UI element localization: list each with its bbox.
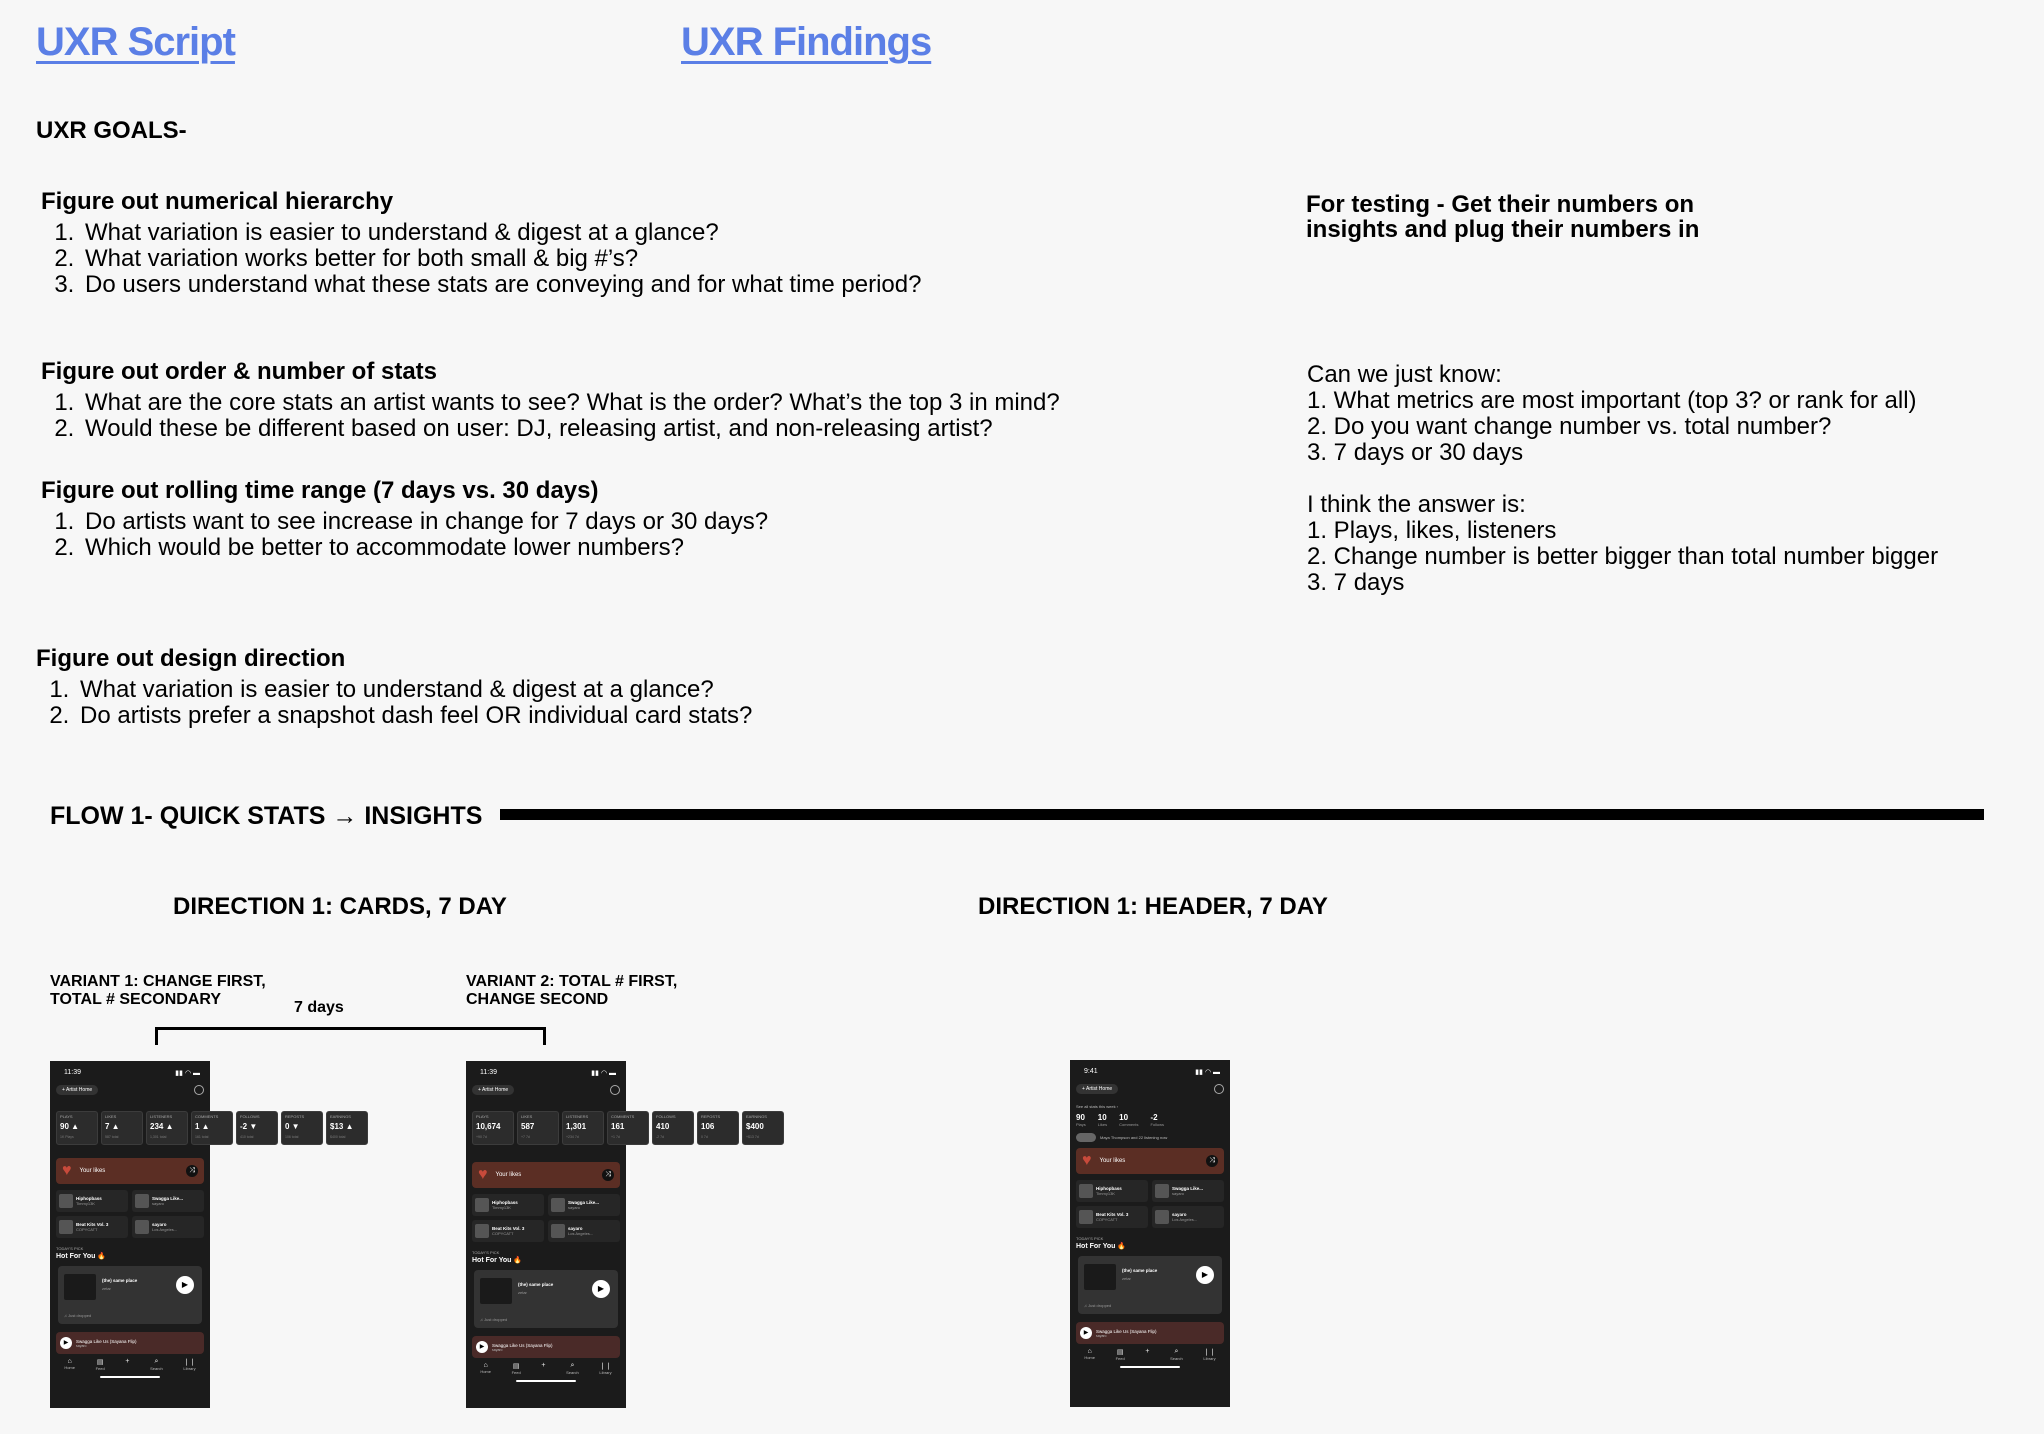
nav-search[interactable] — [1170, 1348, 1183, 1361]
play-icon[interactable]: ▶ — [592, 1280, 610, 1298]
question-list — [41, 509, 1141, 561]
library-tile[interactable] — [56, 1190, 128, 1212]
track-title: (the) same place — [102, 1278, 138, 1283]
phone-variant-2 — [466, 1061, 767, 1408]
library-tile[interactable] — [132, 1190, 204, 1212]
now-playing-artist: sayaro — [76, 1343, 87, 1348]
feed-icon: ▤ — [512, 1363, 520, 1370]
stat-card[interactable] — [236, 1111, 278, 1145]
stat-value: 106 — [701, 1122, 715, 1131]
bottom-nav — [466, 1358, 626, 1375]
nav-label: Search — [150, 1366, 163, 1371]
library-icon: ❘❘ — [1203, 1349, 1216, 1356]
note-line: 2. Do you want change number vs. total number? — [1307, 413, 1832, 440]
stat-label: LISTENERS — [566, 1114, 589, 1119]
note-line: 3. 7 days — [1307, 569, 1405, 596]
tile-title: Beat Kits Vol. 3 — [1096, 1212, 1129, 1217]
status-time: 11:39 — [64, 1069, 81, 1076]
now-playing-title: Swagga Like Us (Sayana Flip) — [1096, 1328, 1157, 1334]
home-icon: ⌂ — [483, 1362, 488, 1369]
your-likes-label: Your likes — [495, 1172, 522, 1178]
testing-note — [1306, 192, 1699, 242]
stat-label: COMMENTS — [195, 1114, 219, 1119]
nav-label: Search — [566, 1370, 579, 1375]
tile-sub: Los Angeles... — [152, 1227, 178, 1232]
heart-icon: ♥ — [62, 1162, 72, 1179]
header-stat — [1119, 1113, 1138, 1127]
direction-header-title: DIRECTION 1: HEADER, 7 DAY — [978, 893, 1328, 920]
stat-card[interactable] — [191, 1111, 233, 1145]
stat-label: EARNINGS — [746, 1114, 767, 1119]
todays-pick-label: TODAY'S PICK — [1076, 1236, 1104, 1241]
now-playing-title: Swagga Like Us (Sayana Flip) — [76, 1338, 137, 1344]
stat-value: $400 — [746, 1122, 764, 1131]
library-tile[interactable] — [548, 1194, 620, 1216]
tile-sub: COPYCATT — [1096, 1217, 1118, 1222]
tile-title: Swagga Like... — [1172, 1186, 1204, 1191]
todays-pick-label: TODAY'S PICK — [472, 1250, 500, 1255]
status-bar — [50, 1061, 210, 1077]
track-card[interactable] — [474, 1270, 618, 1328]
stat-sub: 410 total — [240, 1135, 254, 1139]
stat-sub: 106 total — [285, 1135, 299, 1139]
track-title: (the) same place — [518, 1282, 554, 1287]
artwork-thumb — [135, 1194, 149, 1208]
findings-note — [1307, 362, 1938, 596]
list-item: 2. Which would be better to accommodate lower numbers? — [81, 535, 1141, 561]
stat-value: 161 — [611, 1122, 625, 1131]
nav-feed[interactable] — [512, 1362, 521, 1375]
play-icon[interactable]: ▶ — [1196, 1266, 1214, 1284]
stat-value: 1 ▲ — [195, 1122, 210, 1131]
track-artist: zetar — [1122, 1276, 1131, 1281]
stat-sub: 587 total — [105, 1135, 119, 1139]
stat-value: 587 — [521, 1122, 535, 1131]
list-item: 2. What variation works better for both small & big #’s? — [81, 246, 1141, 272]
search-icon: ⌕ — [154, 1358, 159, 1365]
note-line: 2. Change number is better bigger than total number bigger — [1307, 543, 1939, 570]
stat-value: -2 ▼ — [240, 1122, 258, 1131]
section-title: Figure out numerical hierarchy — [41, 188, 394, 215]
tile-title: Hiphopbass — [1096, 1186, 1122, 1191]
bottom-nav — [1070, 1344, 1230, 1361]
home-indicator — [516, 1380, 576, 1382]
nav-feed[interactable] — [96, 1358, 105, 1371]
library-tile[interactable] — [472, 1220, 544, 1242]
artwork-thumb — [551, 1198, 565, 1212]
stat-sub: +234 7d — [566, 1135, 579, 1139]
chat-icon[interactable] — [194, 1085, 204, 1095]
nav-add[interactable] — [1145, 1348, 1149, 1361]
stat-sub: +$13 7d — [746, 1135, 759, 1139]
library-tile[interactable] — [472, 1194, 544, 1216]
mini-player[interactable] — [1076, 1322, 1224, 1344]
stat-card[interactable] — [742, 1111, 784, 1145]
todays-pick-label: TODAY'S PICK — [56, 1246, 84, 1251]
uxr-findings-link[interactable]: UXR Findings — [681, 20, 932, 64]
status-time: 11:39 — [480, 1069, 497, 1076]
mini-player[interactable] — [472, 1336, 620, 1358]
feed-icon: ▤ — [96, 1359, 104, 1366]
mini-player[interactable] — [56, 1332, 204, 1354]
plus-icon: + — [541, 1362, 546, 1369]
stat-value: 234 ▲ — [150, 1122, 174, 1131]
note-line: Can we just know: — [1307, 361, 1502, 388]
status-icons: ▮▮ ◠ ▬ — [1195, 1069, 1220, 1076]
shuffle-icon[interactable]: ⤨ — [1206, 1155, 1218, 1167]
stat-card[interactable] — [56, 1111, 98, 1145]
tile-sub: Timmy13K — [1096, 1191, 1115, 1196]
stat-label: Comments — [1119, 1122, 1139, 1127]
nav-search[interactable] — [150, 1358, 163, 1371]
nav-label: Search — [1170, 1356, 1183, 1361]
nav-label: Feed — [95, 1366, 105, 1371]
section-title: Figure out order & number of stats — [41, 358, 438, 385]
track-title: (the) same place — [1122, 1268, 1158, 1273]
nav-label: Feed — [1115, 1356, 1125, 1361]
stat-label: COMMENTS — [611, 1114, 635, 1119]
stat-sub: 0 7d — [701, 1135, 708, 1139]
shuffle-icon[interactable]: ⤨ — [186, 1165, 198, 1177]
stat-card[interactable] — [472, 1111, 514, 1145]
tile-sub: COPYCATT — [492, 1231, 514, 1236]
stat-label: REPOSTS — [701, 1114, 721, 1119]
tile-title: Swagga Like... — [152, 1196, 184, 1201]
stat-card[interactable] — [517, 1111, 559, 1145]
artwork-thumb — [1155, 1184, 1169, 1198]
note-line: I think the answer is: — [1307, 491, 1526, 518]
stat-card[interactable] — [652, 1111, 694, 1145]
play-icon[interactable]: ▶ — [1080, 1327, 1092, 1339]
nav-label: Home — [480, 1369, 491, 1374]
track-artwork — [480, 1278, 512, 1304]
tile-sub: sayaro — [1172, 1191, 1185, 1196]
list-item: 3. Do users understand what these stats are conveying and for what time period? — [81, 272, 1141, 298]
play-icon[interactable]: ▶ — [176, 1276, 194, 1294]
stat-label: Plays — [1076, 1122, 1086, 1127]
library-tile[interactable] — [1076, 1206, 1148, 1228]
goals-heading: UXR GOALS- — [36, 117, 187, 144]
seven-day-bracket — [155, 1027, 546, 1045]
goal-section-order — [41, 358, 1241, 442]
heart-icon: ♥ — [1082, 1152, 1092, 1169]
play-icon[interactable]: ▶ — [476, 1341, 488, 1353]
tile-sub: Los Angeles... — [1172, 1217, 1198, 1222]
stat-sub: 161 total — [195, 1135, 209, 1139]
list-item: 1. Do artists want to see increase in change for 7 days or 30 days? — [81, 509, 1141, 535]
library-tile[interactable] — [1152, 1180, 1224, 1202]
tile-sub: Los Angeles... — [568, 1231, 594, 1236]
stat-value: 1,301 — [566, 1122, 587, 1131]
goal-section-design — [36, 645, 1136, 729]
stat-value: 410 — [656, 1122, 670, 1131]
heart-icon: ♥ — [478, 1166, 488, 1183]
artwork-thumb — [475, 1224, 489, 1238]
status-bar — [1070, 1060, 1230, 1076]
stat-value: -2 — [1150, 1113, 1158, 1122]
shuffle-icon[interactable]: ⤨ — [602, 1169, 614, 1181]
testing-note-line: insights and plug their numbers in — [1306, 216, 1700, 243]
phone-header-direction — [1070, 1060, 1230, 1407]
stat-value: 90 ▲ — [60, 1122, 80, 1131]
nav-label: Feed — [511, 1370, 521, 1375]
library-tile[interactable] — [548, 1220, 620, 1242]
your-likes-label: Your likes — [1099, 1158, 1126, 1164]
flow-divider — [500, 809, 1984, 820]
goal-section-time-range — [41, 477, 1141, 561]
tile-title: Hiphopbass — [76, 1196, 102, 1201]
track-card[interactable] — [58, 1266, 202, 1324]
status-icons: ▮▮ ◠ ▬ — [591, 1070, 616, 1077]
stat-card[interactable] — [697, 1111, 739, 1145]
stat-value: 10,674 — [476, 1122, 501, 1131]
nav-library[interactable] — [183, 1358, 195, 1371]
question-list — [41, 390, 1241, 442]
stat-sub: +90 7d — [476, 1135, 487, 1139]
track-artwork — [1084, 1264, 1116, 1290]
library-icon: ❘❘ — [599, 1363, 612, 1370]
tile-sub: COPYCATT — [76, 1227, 98, 1232]
stat-value: 10 — [1119, 1113, 1129, 1122]
stat-card[interactable] — [607, 1111, 649, 1145]
artwork-thumb — [1079, 1210, 1093, 1224]
home-icon: ⌂ — [67, 1358, 72, 1365]
nav-library[interactable] — [599, 1362, 611, 1375]
track-artist: zetar — [102, 1286, 111, 1291]
tile-sub: Timmy13K — [76, 1201, 95, 1206]
stat-value: 10 — [1097, 1113, 1107, 1122]
now-playing-artist: sayaro — [492, 1347, 503, 1352]
chat-icon[interactable] — [1214, 1084, 1224, 1094]
bottom-nav — [50, 1354, 210, 1371]
header-stats[interactable] — [1070, 1094, 1230, 1127]
header-stat — [1150, 1113, 1164, 1127]
stat-value: 0 ▼ — [285, 1122, 300, 1131]
artwork-thumb — [1079, 1184, 1093, 1198]
feed-icon: ▤ — [1116, 1349, 1124, 1356]
list-item: 1. What variation is easier to understand & digest at a glance? — [76, 677, 1136, 703]
library-tile[interactable] — [132, 1216, 204, 1238]
home-indicator — [100, 1376, 160, 1378]
testing-note-line: For testing - Get their numbers on — [1306, 191, 1695, 218]
bracket-label: 7 days — [294, 999, 344, 1016]
header-stat — [1098, 1113, 1107, 1127]
stat-card[interactable] — [281, 1111, 323, 1145]
nav-library[interactable] — [1203, 1348, 1215, 1361]
variant-1-label — [50, 973, 266, 1009]
question-list — [36, 677, 1136, 729]
nav-label: Home — [64, 1365, 75, 1370]
artist-home-pill[interactable]: + Artist Home — [472, 1085, 514, 1095]
flow-title: FLOW 1- QUICK STATS → INSIGHTS — [50, 802, 483, 830]
hot-for-you-title: Hot For You 🔥 — [56, 1253, 107, 1260]
library-tile[interactable] — [1152, 1206, 1224, 1228]
nav-add[interactable] — [125, 1358, 129, 1371]
your-likes-banner[interactable] — [472, 1162, 620, 1188]
stat-value: $13 ▲ — [330, 1122, 354, 1131]
stat-card[interactable] — [101, 1111, 143, 1145]
chat-icon[interactable] — [610, 1085, 620, 1095]
nav-home[interactable] — [480, 1362, 491, 1375]
tile-title: Beat Kits Vol. 3 — [76, 1222, 109, 1227]
status-icons: ▮▮ ◠ ▬ — [175, 1070, 200, 1077]
just-dropped-label: ♫ Just dropped — [1084, 1303, 1112, 1308]
stat-label: FOLLOWS — [240, 1114, 260, 1119]
status-bar — [466, 1061, 626, 1077]
stat-label: EARNINGS — [330, 1114, 351, 1119]
direction-cards-title: DIRECTION 1: CARDS, 7 DAY — [173, 893, 507, 920]
track-artwork — [64, 1274, 96, 1300]
hot-for-you-title: Hot For You 🔥 — [472, 1257, 523, 1264]
plus-icon: + — [125, 1358, 130, 1365]
section-title: Figure out rolling time range (7 days vs. 30 days) — [41, 477, 599, 504]
stat-card[interactable] — [326, 1111, 368, 1145]
play-icon[interactable]: ▶ — [60, 1337, 72, 1349]
nav-home[interactable] — [64, 1358, 75, 1371]
list-item: 1. What variation is easier to understand & digest at a glance? — [81, 220, 1141, 246]
nav-home[interactable] — [1084, 1348, 1095, 1361]
stat-label: LISTENERS — [150, 1114, 173, 1119]
stat-label: LIKES — [105, 1114, 117, 1119]
artist-home-pill[interactable]: + Artist Home — [56, 1085, 98, 1095]
stat-card[interactable] — [146, 1111, 188, 1145]
variant-label-line: TOTAL # SECONDARY — [50, 991, 221, 1008]
section-title: Figure out design direction — [36, 645, 346, 672]
stat-value: 7 ▲ — [105, 1122, 120, 1131]
note-line: 1. Plays, likes, listeners — [1307, 517, 1557, 544]
list-item: 1. What are the core stats an artist wants to see? What is the order? What’s the top 3 in mind? — [81, 390, 1241, 416]
list-item: 2. Would these be different based on user: DJ, releasing artist, and non-releasing artist? — [81, 416, 1241, 442]
nav-search[interactable] — [566, 1362, 579, 1375]
your-likes-label: Your likes — [79, 1168, 106, 1174]
stat-label: PLAYS — [60, 1114, 73, 1119]
list-item: 2. Do artists prefer a snapshot dash feel OR individual card stats? — [76, 703, 1136, 729]
track-artist: zetar — [518, 1290, 527, 1295]
stat-value: 90 — [1076, 1113, 1085, 1122]
tile-sub: Timmy13K — [492, 1205, 511, 1210]
track-card[interactable] — [1078, 1256, 1222, 1314]
plus-icon: + — [1145, 1348, 1150, 1355]
phone-variant-1 — [50, 1061, 354, 1408]
your-likes-banner[interactable] — [1076, 1148, 1224, 1174]
stat-cards-row[interactable] — [466, 1111, 784, 1145]
question-list — [41, 220, 1141, 298]
stat-label: FOLLOWS — [656, 1114, 676, 1119]
artist-home-pill[interactable]: + Artist Home — [1076, 1084, 1118, 1094]
stat-sub: +1 7d — [611, 1135, 620, 1139]
artwork-thumb — [135, 1220, 149, 1234]
library-tile[interactable] — [56, 1216, 128, 1238]
avatar-stack — [1076, 1133, 1096, 1142]
tile-title: Swagga Like... — [568, 1200, 600, 1205]
see-all-stats-link[interactable]: See all stats this week › — [1076, 1104, 1119, 1109]
now-playing-title: Swagga Like Us (Sayana Flip) — [492, 1342, 553, 1348]
tile-title: sayaro — [568, 1226, 583, 1231]
nav-label: Library — [1203, 1356, 1216, 1361]
artwork-thumb — [59, 1194, 73, 1208]
library-icon: ❘❘ — [183, 1359, 196, 1366]
note-line: 3. 7 days or 30 days — [1307, 439, 1524, 466]
stat-label: PLAYS — [476, 1114, 489, 1119]
just-dropped-label: ♫ Just dropped — [480, 1317, 508, 1322]
header-stat — [1076, 1113, 1086, 1127]
listening-now-row[interactable] — [1070, 1127, 1230, 1142]
note-line: 1. What metrics are most important (top 3? or rank for all) — [1307, 387, 1917, 414]
artwork-thumb — [551, 1224, 565, 1238]
stat-sub: 1,301 total — [150, 1135, 167, 1139]
artwork-thumb — [59, 1220, 73, 1234]
nav-label: Home — [1084, 1355, 1095, 1360]
tile-sub: sayaro — [152, 1201, 165, 1206]
stat-sub: +7 7d — [521, 1135, 530, 1139]
search-icon: ⌕ — [570, 1362, 575, 1369]
home-icon: ⌂ — [1087, 1348, 1092, 1355]
nav-label: Library — [183, 1366, 196, 1371]
stat-sub: -2 7d — [656, 1135, 664, 1139]
nav-label: Library — [599, 1370, 612, 1375]
tile-title: sayaro — [1172, 1212, 1187, 1217]
your-likes-banner[interactable] — [56, 1158, 204, 1184]
now-playing-artist: sayaro — [1096, 1333, 1107, 1338]
tile-title: Beat Kits Vol. 3 — [492, 1226, 525, 1231]
variant-label-line: VARIANT 1: CHANGE FIRST, — [50, 973, 266, 990]
goal-section-numerical — [41, 188, 1141, 298]
tile-title: sayaro — [152, 1222, 167, 1227]
variant-2-label — [466, 973, 677, 1009]
tile-sub: sayaro — [568, 1205, 581, 1210]
stat-card[interactable] — [562, 1111, 604, 1145]
artwork-thumb — [475, 1198, 489, 1212]
stat-label: LIKES — [521, 1114, 533, 1119]
home-indicator — [1120, 1366, 1180, 1368]
stat-label: Follows — [1150, 1122, 1165, 1127]
stat-sub: $400 total — [330, 1135, 346, 1139]
stat-sub: 1K Plays — [60, 1135, 74, 1139]
variant-label-line: CHANGE SECOND — [466, 991, 609, 1008]
library-tile[interactable] — [1076, 1180, 1148, 1202]
stat-label: REPOSTS — [285, 1114, 305, 1119]
artwork-thumb — [1155, 1210, 1169, 1224]
variant-label-line: VARIANT 2: TOTAL # FIRST, — [466, 973, 678, 990]
status-time: 9:41 — [1084, 1068, 1098, 1075]
tile-title: Hiphopbass — [492, 1200, 518, 1205]
nav-add[interactable] — [541, 1362, 545, 1375]
stat-cards-row[interactable] — [50, 1111, 368, 1145]
nav-feed[interactable] — [1116, 1348, 1125, 1361]
search-icon: ⌕ — [1174, 1348, 1179, 1355]
just-dropped-label: ♫ Just dropped — [64, 1313, 92, 1318]
stat-label: Likes — [1097, 1122, 1108, 1127]
uxr-script-link[interactable]: UXR Script — [36, 20, 235, 64]
hot-for-you-title: Hot For You 🔥 — [1076, 1243, 1127, 1250]
listening-now-label: Maya Thompson and 22 listening now — [1100, 1135, 1168, 1140]
